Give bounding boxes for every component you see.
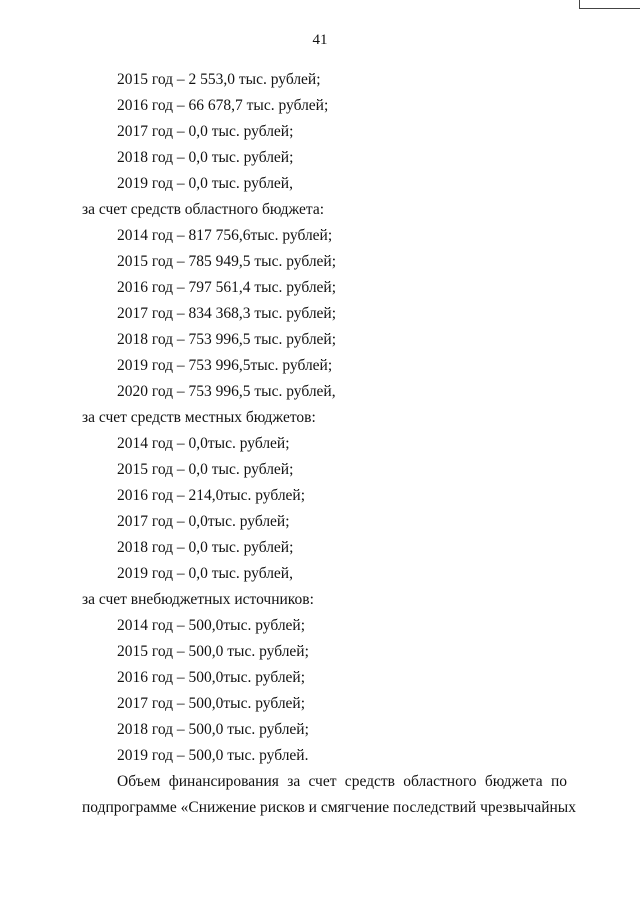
year-amount-line: 2016 год – 500,0тыс. рублей; bbox=[117, 669, 306, 686]
year-amount-line: 2019 год – 0,0 тыс. рублей, bbox=[117, 565, 293, 582]
year-amount-line: 2014 год – 817 756,6тыс. рублей; bbox=[117, 227, 333, 244]
year-amount-line: 2019 год – 0,0 тыс. рублей, bbox=[117, 175, 293, 192]
year-amount-line: 2015 год – 785 949,5 тыс. рублей; bbox=[117, 253, 337, 270]
year-amount-line: 2016 год – 66 678,7 тыс. рублей; bbox=[117, 97, 329, 114]
year-amount-line: 2015 год – 2 553,0 тыс. рублей; bbox=[117, 71, 321, 88]
year-amount-line: 2016 год – 797 561,4 тыс. рублей; bbox=[117, 279, 337, 296]
year-amount-line: 2017 год – 500,0тыс. рублей; bbox=[117, 695, 306, 712]
year-amount-line: 2018 год – 500,0 тыс. рублей; bbox=[117, 721, 309, 738]
page-number: 41 bbox=[312, 32, 328, 48]
funding-list bbox=[0, 67, 640, 769]
year-amount-line: 2015 год – 0,0 тыс. рублей; bbox=[117, 461, 294, 478]
section-heading: за счет средств местных бюджетов: bbox=[82, 409, 316, 426]
year-amount-line: 2018 год – 753 996,5 тыс. рублей; bbox=[117, 331, 337, 348]
section-heading: за счет средств областного бюджета: bbox=[82, 201, 325, 218]
year-amount-line: 2017 год – 0,0 тыс. рублей; bbox=[117, 123, 294, 140]
year-amount-line: 2018 год – 0,0 тыс. рублей; bbox=[117, 149, 294, 166]
section-heading: за счет внебюджетных источников: bbox=[82, 591, 314, 608]
year-amount-line: 2018 год – 0,0 тыс. рублей; bbox=[117, 539, 294, 556]
year-amount-line: 2020 год – 753 996,5 тыс. рублей, bbox=[117, 383, 336, 400]
year-amount-line: 2017 год – 834 368,3 тыс. рублей; bbox=[117, 305, 337, 322]
funding-paragraph bbox=[82, 769, 576, 821]
year-amount-line: 2014 год – 0,0тыс. рублей; bbox=[117, 435, 290, 452]
year-amount-line: 2014 год – 500,0тыс. рублей; bbox=[117, 617, 306, 634]
year-amount-line: 2015 год – 500,0 тыс. рублей; bbox=[117, 643, 309, 660]
year-amount-line: 2019 год – 753 996,5тыс. рублей; bbox=[117, 357, 333, 374]
year-amount-line: 2017 год – 0,0тыс. рублей; bbox=[117, 513, 290, 530]
paragraph-line-2: подпрограмме «Снижение рисков и смягчение последствий чрезвычайных bbox=[82, 799, 576, 816]
year-amount-line: 2019 год – 500,0 тыс. рублей. bbox=[117, 747, 309, 764]
paragraph-line-1: Объем финансирования за счет средств областного бюджета по bbox=[117, 773, 567, 790]
scan-corner-mark bbox=[579, 0, 640, 9]
year-amount-line: 2016 год – 214,0тыс. рублей; bbox=[117, 487, 306, 504]
